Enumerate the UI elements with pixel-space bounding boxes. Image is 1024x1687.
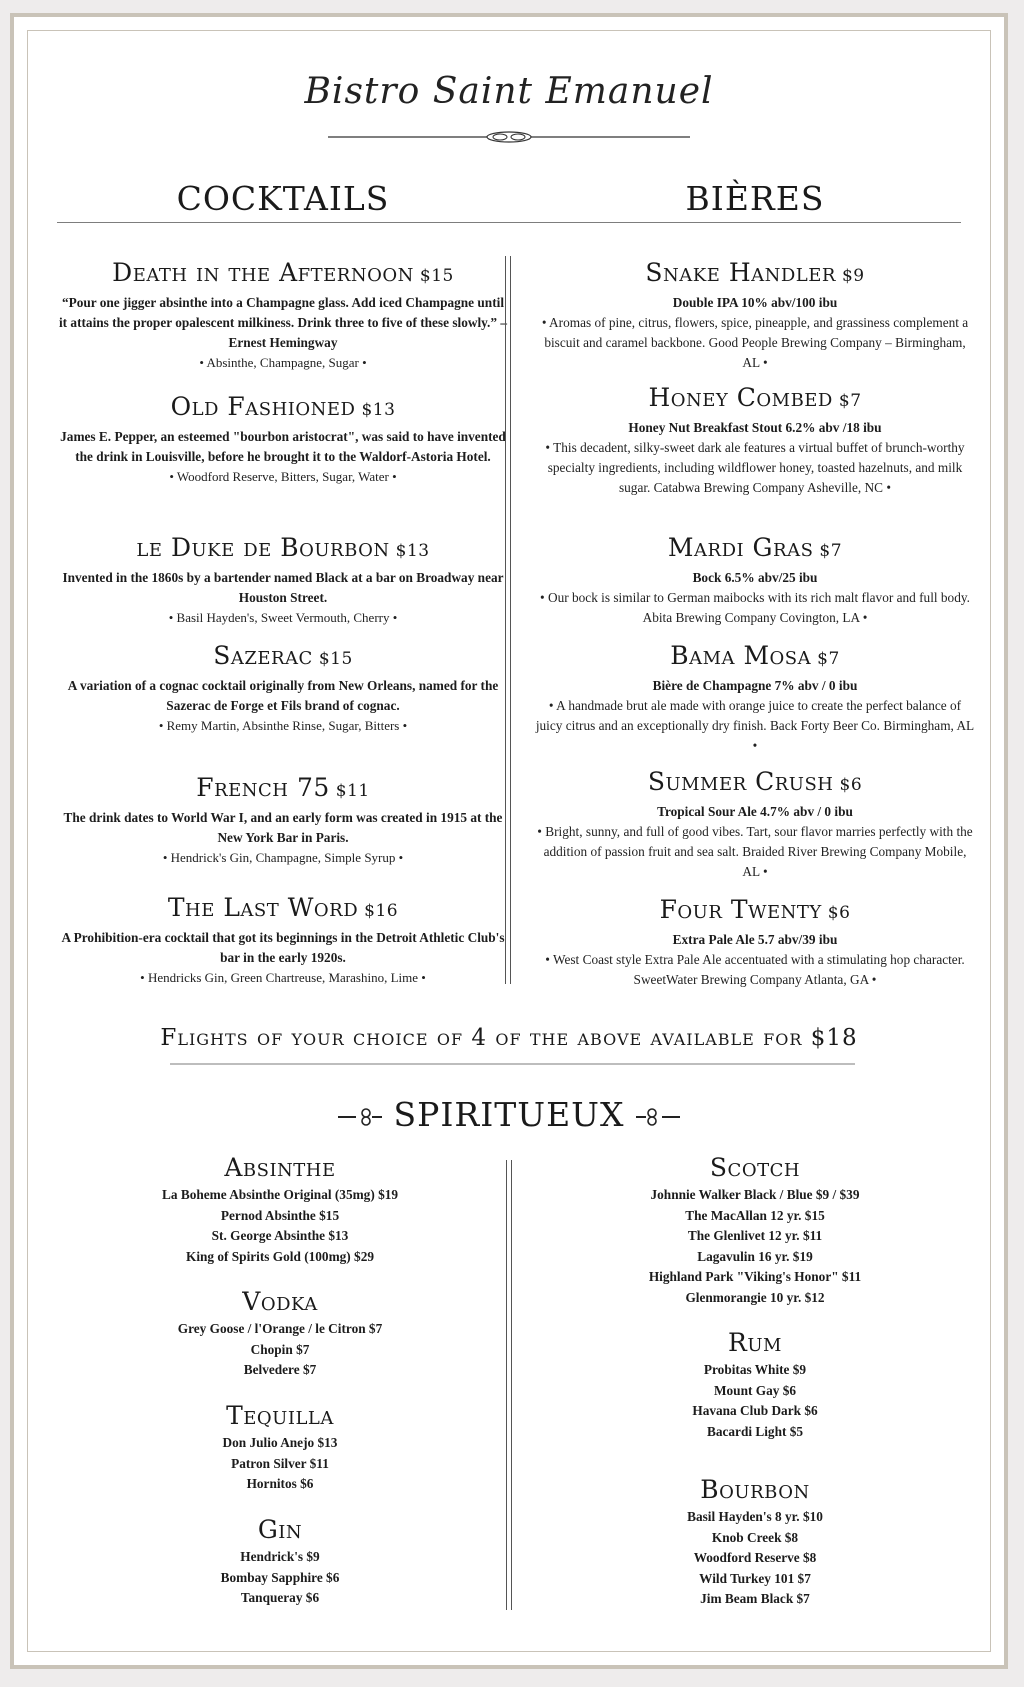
beer-style: Bock 6.5% abv/25 ibu <box>692 570 818 585</box>
restaurant-name: Bistro Saint Emanuel <box>304 71 714 112</box>
beer-name: Bama Mosa <box>670 641 812 670</box>
cocktail-description: James E. Pepper, an esteemed "bourbon aristocrat", was said to have invented the drink in Louisville, before he brought it to the Waldorf-Astoria Hotel. <box>60 429 506 464</box>
cocktail-name: The Last Word <box>167 893 359 922</box>
cocktail-price: $15 <box>318 649 353 669</box>
cocktail-price: $13 <box>361 400 396 420</box>
cocktails-title: COCKTAILS <box>176 179 390 218</box>
cocktail-ingredients: • Hendrick's Gin, Champagne, Simple Syrup • <box>162 850 404 865</box>
spirits-left-column <box>70 1153 490 1623</box>
cocktail-price: $16 <box>364 901 399 921</box>
cocktail-description: The drink dates to World War I, and an early form was created in 1915 at the New York Bar in Paris. <box>63 810 503 845</box>
beers-title: BIÈRES <box>685 179 825 218</box>
beer-item <box>535 641 975 756</box>
cocktail-item <box>57 258 509 373</box>
beer-description: • Aromas of pine, citrus, flowers, spice, pineapple, and grassiness complement a biscuit and caramel backbone. Good People Brewing Company – Birmingham, AL • <box>541 315 969 370</box>
cocktail-item <box>57 641 509 736</box>
cocktails-column <box>57 243 509 993</box>
beer-description: • Bright, sunny, and full of good vibes. Tart, sour flavor marries perfectly with the addition of passion fruit and sea salt. Braided River Brewing Company Mobile, AL • <box>537 824 973 879</box>
beer-description: • Our bock is similar to German maibocks with its rich malt flavor and full body. Abita Brewing Company Covington, LA • <box>540 590 970 625</box>
spirit-item: King of Spirits Gold (100mg) $29 <box>185 1248 374 1264</box>
beer-style: Double IPA 10% abv/100 ibu <box>672 295 838 310</box>
spirit-item: Johnnie Walker Black / Blue $9 / $39 <box>650 1187 860 1202</box>
cocktail-price: $15 <box>419 266 454 286</box>
spirit-category <box>70 1153 490 1267</box>
cocktail-item <box>57 893 509 988</box>
spirit-category <box>550 1153 960 1308</box>
cocktail-ingredients: • Absinthe, Champagne, Sugar • <box>199 355 367 370</box>
spirit-item: Basil Hayden's 8 yr. $10 <box>687 1509 823 1524</box>
spirit-category <box>70 1401 490 1495</box>
spirit-item: Hendrick's $9 <box>240 1549 320 1564</box>
spirit-item: Bombay Sapphire $6 <box>220 1569 340 1585</box>
title-rule <box>57 222 961 223</box>
cocktail-price: $13 <box>395 541 430 561</box>
spirit-item: Pernod Absinthe $15 <box>220 1207 340 1223</box>
spirit-item: The MacAllan 12 yr. $15 <box>685 1207 825 1223</box>
spirit-category <box>70 1515 490 1609</box>
beer-price: $6 <box>827 903 851 923</box>
flourish-right-icon <box>634 1108 682 1126</box>
spirit-category-name: Vodka <box>242 1287 318 1316</box>
spirit-item: Belvedere $7 <box>243 1362 317 1377</box>
beer-item <box>535 383 975 498</box>
spirit-item: Glenmorangie 10 yr. $12 <box>685 1289 825 1305</box>
spirit-category-name: Tequilla <box>226 1401 334 1430</box>
cocktail-name: le Duke de Bourbon <box>136 533 390 562</box>
cocktail-description: A variation of a cognac cocktail originally from New Orleans, named for the Sazerac de Forge et Fils brand of cognac. <box>67 678 499 713</box>
beer-description: • West Coast style Extra Pale Ale accentuated with a stimulating hop character. SweetWater Brewing Company Atlanta, GA • <box>545 952 965 987</box>
spirit-item: Mount Gay $6 <box>713 1382 796 1398</box>
spirit-item: Probitas White $9 <box>703 1362 807 1377</box>
spirit-category <box>550 1475 960 1610</box>
flourish-left-icon <box>336 1108 384 1126</box>
spirit-item: Grey Goose / l'Orange / le Citron $7 <box>177 1321 383 1336</box>
menu-content <box>10 13 1008 1669</box>
beer-price: $7 <box>817 649 840 669</box>
spirit-item: Woodford Reserve $8 <box>693 1550 817 1565</box>
header-ornament <box>328 130 690 144</box>
beer-style: Honey Nut Breakfast Stout 6.2% abv /18 ibu <box>628 420 882 435</box>
beer-name: Snake Handler <box>645 258 836 287</box>
spirit-category-name: Bourbon <box>700 1475 810 1504</box>
beer-item <box>535 258 975 373</box>
cocktail-name: French 75 <box>196 773 330 802</box>
beer-name: Four Twenty <box>659 895 822 924</box>
spirit-item: St. George Absinthe $13 <box>211 1228 349 1243</box>
cocktail-description: Invented in the 1860s by a bartender named Black at a bar on Broadway near Houston Street. <box>62 570 504 605</box>
cocktail-description: “Pour one jigger absinthe into a Champagne glass. Add iced Champagne until it attains the proper opalescent milkiness. Drink three to five of these slowly.” –Ernest Hemingway <box>58 295 507 350</box>
cocktail-ingredients: • Hendricks Gin, Green Chartreuse, Marashino, Lime • <box>140 970 426 985</box>
spirit-item: Havana Club Dark $6 <box>692 1403 818 1418</box>
cocktail-price: $11 <box>335 781 370 801</box>
beer-item <box>535 533 975 628</box>
spirit-item: Jim Beam Black $7 <box>700 1591 810 1606</box>
spirit-category-name: Scotch <box>709 1153 801 1182</box>
spirits-heading <box>10 1095 1008 1134</box>
beer-price: $7 <box>819 541 843 561</box>
cocktail-item <box>57 392 509 487</box>
beer-item <box>535 895 975 990</box>
beer-style: Extra Pale Ale 5.7 abv/39 ibu <box>672 932 838 947</box>
beer-name: Summer Crush <box>647 767 834 796</box>
cocktail-item <box>57 533 509 628</box>
spirit-item: Highland Park "Viking's Honor" $11 <box>648 1269 862 1284</box>
spirit-item: The Glenlivet 12 yr. $11 <box>687 1228 823 1243</box>
beer-price: $9 <box>841 266 865 286</box>
spirit-item: Wild Turkey 101 $7 <box>699 1570 811 1586</box>
spirit-category <box>70 1287 490 1381</box>
spirit-item: Lagavulin 16 yr. $19 <box>697 1248 813 1264</box>
beer-style: Bière de Champagne 7% abv / 0 ibu <box>652 678 858 693</box>
cocktail-name: Death in the Afternoon <box>112 258 414 287</box>
beer-description: • This decadent, silky-sweet dark ale features a virtual buffet of brunch-worthy specialty ingredients, including wildflower honey, toasted hazelnuts, and milk sugar. Catabwa Brewing Company Asheville, NC • <box>545 440 965 495</box>
spirit-item: Don Julio Anejo $13 <box>222 1435 338 1450</box>
spirit-item: La Boheme Absinthe Original (35mg) $19 <box>161 1187 399 1202</box>
beer-price: $7 <box>838 391 862 411</box>
cocktail-ingredients: • Woodford Reserve, Bitters, Sugar, Water • <box>169 469 397 484</box>
spirit-item: Patron Silver $11 <box>231 1455 329 1471</box>
beers-column <box>535 243 975 993</box>
beer-name: Honey Combed <box>648 383 833 412</box>
spirits-title: SPIRITUEUX <box>393 1095 625 1134</box>
spirit-category-name: Rum <box>728 1328 782 1357</box>
beer-name: Mardi Gras <box>667 533 814 562</box>
flights-rule <box>170 1063 855 1065</box>
beer-item <box>535 767 975 882</box>
cocktail-item <box>57 773 509 868</box>
spirit-category-name: Absinthe <box>224 1153 336 1182</box>
spirit-item: Knob Creek $8 <box>711 1529 799 1545</box>
beer-description: • A handmade brut ale made with orange juice to create the perfect balance of juicy citrus and an exceptionally dry finish. Back Forty Beer Co. Birmingham, AL • <box>535 698 975 753</box>
cocktail-ingredients: • Remy Martin, Absinthe Rinse, Sugar, Bitters • <box>158 718 408 733</box>
spirit-item: Bacardi Light $5 <box>706 1423 804 1439</box>
column-divider <box>505 256 511 984</box>
spirit-item: Tanqueray $6 <box>240 1590 320 1605</box>
cocktail-ingredients: • Basil Hayden's, Sweet Vermouth, Cherry • <box>168 610 398 625</box>
spirit-item: Hornitos $6 <box>246 1476 314 1491</box>
cocktail-name: Sazerac <box>213 641 313 670</box>
spirit-item: Chopin $7 <box>250 1341 310 1357</box>
beer-style: Tropical Sour Ale 4.7% abv / 0 ibu <box>657 804 853 819</box>
spirit-category-name: Gin <box>257 1515 303 1544</box>
spirits-divider <box>506 1160 512 1610</box>
spirit-category <box>550 1328 960 1442</box>
cocktail-description: A Prohibition-era cocktail that got its beginnings in the Detroit Athletic Club's bar in the early 1920s. <box>61 930 505 965</box>
flights-offer: Flights of your choice of 4 of the above available for $18 <box>160 1025 858 1051</box>
cocktail-name: Old Fashioned <box>170 392 356 421</box>
spirits-right-column <box>550 1153 960 1623</box>
beer-price: $6 <box>839 775 863 795</box>
